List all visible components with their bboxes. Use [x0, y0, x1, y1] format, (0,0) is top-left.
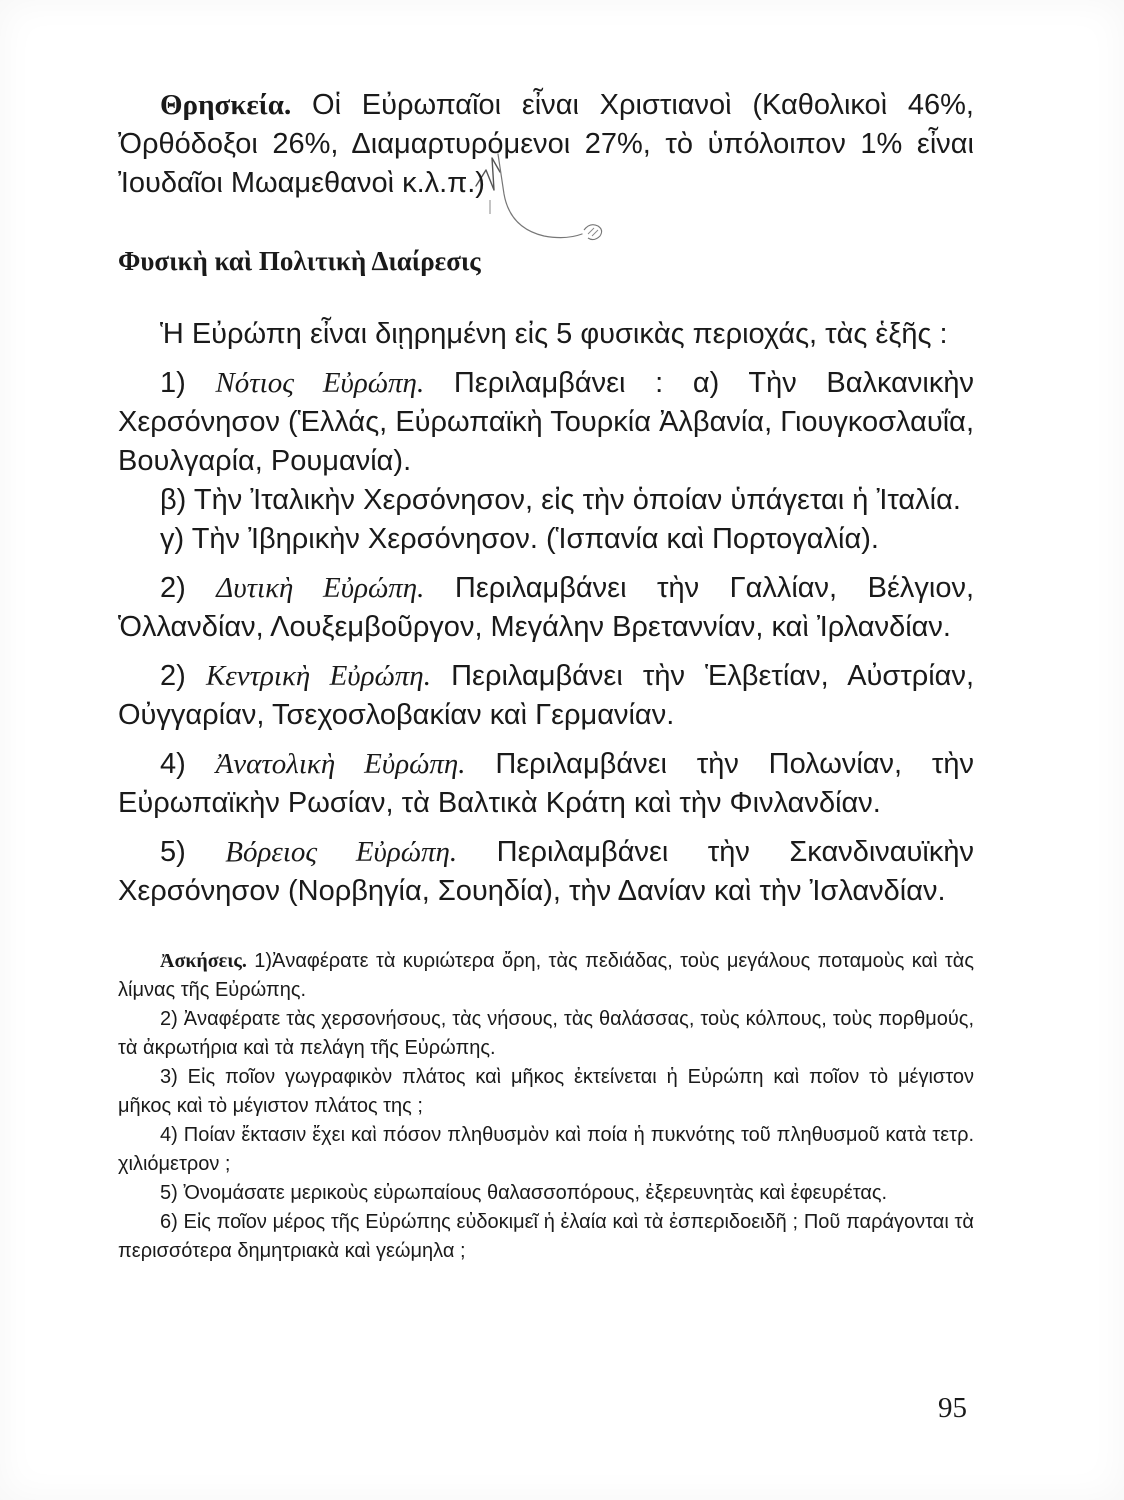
region-south: [118, 364, 974, 481]
exercises-section: [118, 947, 974, 1266]
region-text: Περιλαμβάνει : α) Τὴν Βαλκανικὴν Χερσόνησον (Ἑλλάς, Εὐρωπαϊκὴ Τουρκία Ἀλβανία, Γιουγκοσλαυΐα, Βουλγαρία, Ρουμανία).: [118, 367, 974, 477]
religion-text: Οἱ Εὐρωπαῖοι εἶναι Χριστιανοὶ (Καθολικοὶ 46%, Ὀρθόδοξοι 26%, Διαμαρτυρόμενοι 27%, τὸ ὑπόλοιπον 1% εἶναι Ἰουδαῖοι Μωαμεθανοὶ κ.λ.π.): [118, 89, 974, 199]
region-name: Νότιος Εὐρώπη.: [215, 367, 425, 399]
exercise-text: 1)Ἀναφέρατε τὰ κυριώτερα ὄρη, τὰς πεδιάδας, τοὺς μεγάλους ποταμοὺς καὶ τὰς λίμνας τῆς Εὐρώπης.: [118, 950, 974, 1001]
region-name: Δυτικὴ Εὐρώπη.: [216, 572, 425, 604]
region-number: 2): [160, 660, 186, 692]
region-name: Ἀνατολικὴ Εὐρώπη.: [215, 748, 466, 780]
region-south-subitem-c: γ) Τὴν Ἰβηρικὴν Χερσόνησον. (Ἱσπανία καὶ Πορτογαλία).: [160, 523, 879, 555]
exercise-item: [118, 947, 974, 1005]
exercise-item: 6) Εἰς ποῖον μέρος τῆς Εὐρώπης εὐδοκιμεῖ ἡ ἐλαία καὶ τὰ ἐσπεριδοειδῆ ; Ποῦ παράγονται τὰ περισσότερα δημητριακὰ καὶ γεώμηλα ;: [118, 1211, 974, 1262]
region-name: Κεντρικὴ Εὐρώπη.: [205, 660, 431, 692]
region-south-subitem-b: β) Τὴν Ἰταλικὴν Χερσόνησον, εἰς τὴν ὁποίαν ὑπάγεται ἡ Ἰταλία.: [160, 484, 961, 516]
page-content: [118, 68, 974, 1266]
religion-label: Θρησκεία.: [160, 89, 292, 121]
region-west: [118, 569, 974, 647]
region-number: 4): [160, 748, 186, 780]
region-north: [118, 833, 974, 911]
section-heading: Φυσικὴ καὶ Πολιτικὴ Διαίρεσις: [118, 246, 481, 276]
exercise-item: 3) Εἰς ποῖον γωγραφικὸν πλάτος καὶ μῆκος ἐκτείνεται ἡ Εὐρώπη καὶ ποῖον τὸ μέγιστον μῆκος καὶ τὸ μέγιστον πλάτος της ;: [118, 1066, 974, 1117]
page-number: 95: [938, 1392, 967, 1424]
region-text: Περιλαμβάνει τὴν Σκανδιναυϊκὴν Χερσόνησον (Νορβηγία, Σουηδία), τὴν Δανίαν καὶ τὴν Ἰσλανδίαν.: [118, 836, 974, 907]
intro-paragraph: Ἡ Εὐρώπη εἶναι διῃρημένη εἰς 5 φυσικὰς περιοχάς, τὰς ἑξῆς :: [160, 318, 948, 350]
region-number: 5): [160, 836, 186, 868]
region-name: Βόρειος Εὐρώπη.: [225, 836, 458, 868]
region-text: Περιλαμβάνει τὴν Πολωνίαν, τὴν Εὐρωπαϊκὴν Ρωσίαν, τὰ Βαλτικὰ Κράτη καὶ τὴν Φινλανδίαν.: [118, 748, 974, 819]
region-central: [118, 657, 974, 735]
exercise-item: 2) Ἀναφέρατε τὰς χερσονήσους, τὰς νήσους, τὰς θαλάσσας, τοὺς κόλπους, τοὺς πορθμούς, τὰ ἀκρωτήρια καὶ τὰ πελάγη τῆς Εὐρώπης.: [118, 1008, 974, 1059]
exercise-item: 5) Ὀνομάσατε μερικοὺς εὐρωπαίους θαλασσοπόρους, ἐξερευνητὰς καὶ ἐφευρέτας.: [160, 1182, 888, 1204]
region-number: 1): [160, 367, 186, 399]
region-text: Περιλαμβάνει τὴν Ἑλβετίαν, Αὐστρίαν, Οὐγγαρίαν, Τσεχοσλοβακίαν καὶ Γερμανίαν.: [118, 660, 975, 731]
exercise-item: 4) Ποίαν ἔκτασιν ἔχει καὶ πόσον πληθυσμὸν καὶ ποία ἡ πυκνότης τοῦ πληθυσμοῦ κατὰ τετρ. χιλιόμετρον ;: [118, 1124, 974, 1175]
region-text: Περιλαμβάνει τὴν Γαλλίαν, Βέλγιον, Ὁλλανδίαν, Λουξεμβοῦργον, Μεγάλην Βρεταννίαν, καὶ Ἰρλανδίαν.: [118, 572, 975, 643]
exercises-label: Ἀσκήσεις.: [160, 950, 247, 972]
region-number: 2): [160, 572, 186, 604]
region-east: [118, 745, 974, 823]
religion-paragraph: [118, 86, 974, 203]
